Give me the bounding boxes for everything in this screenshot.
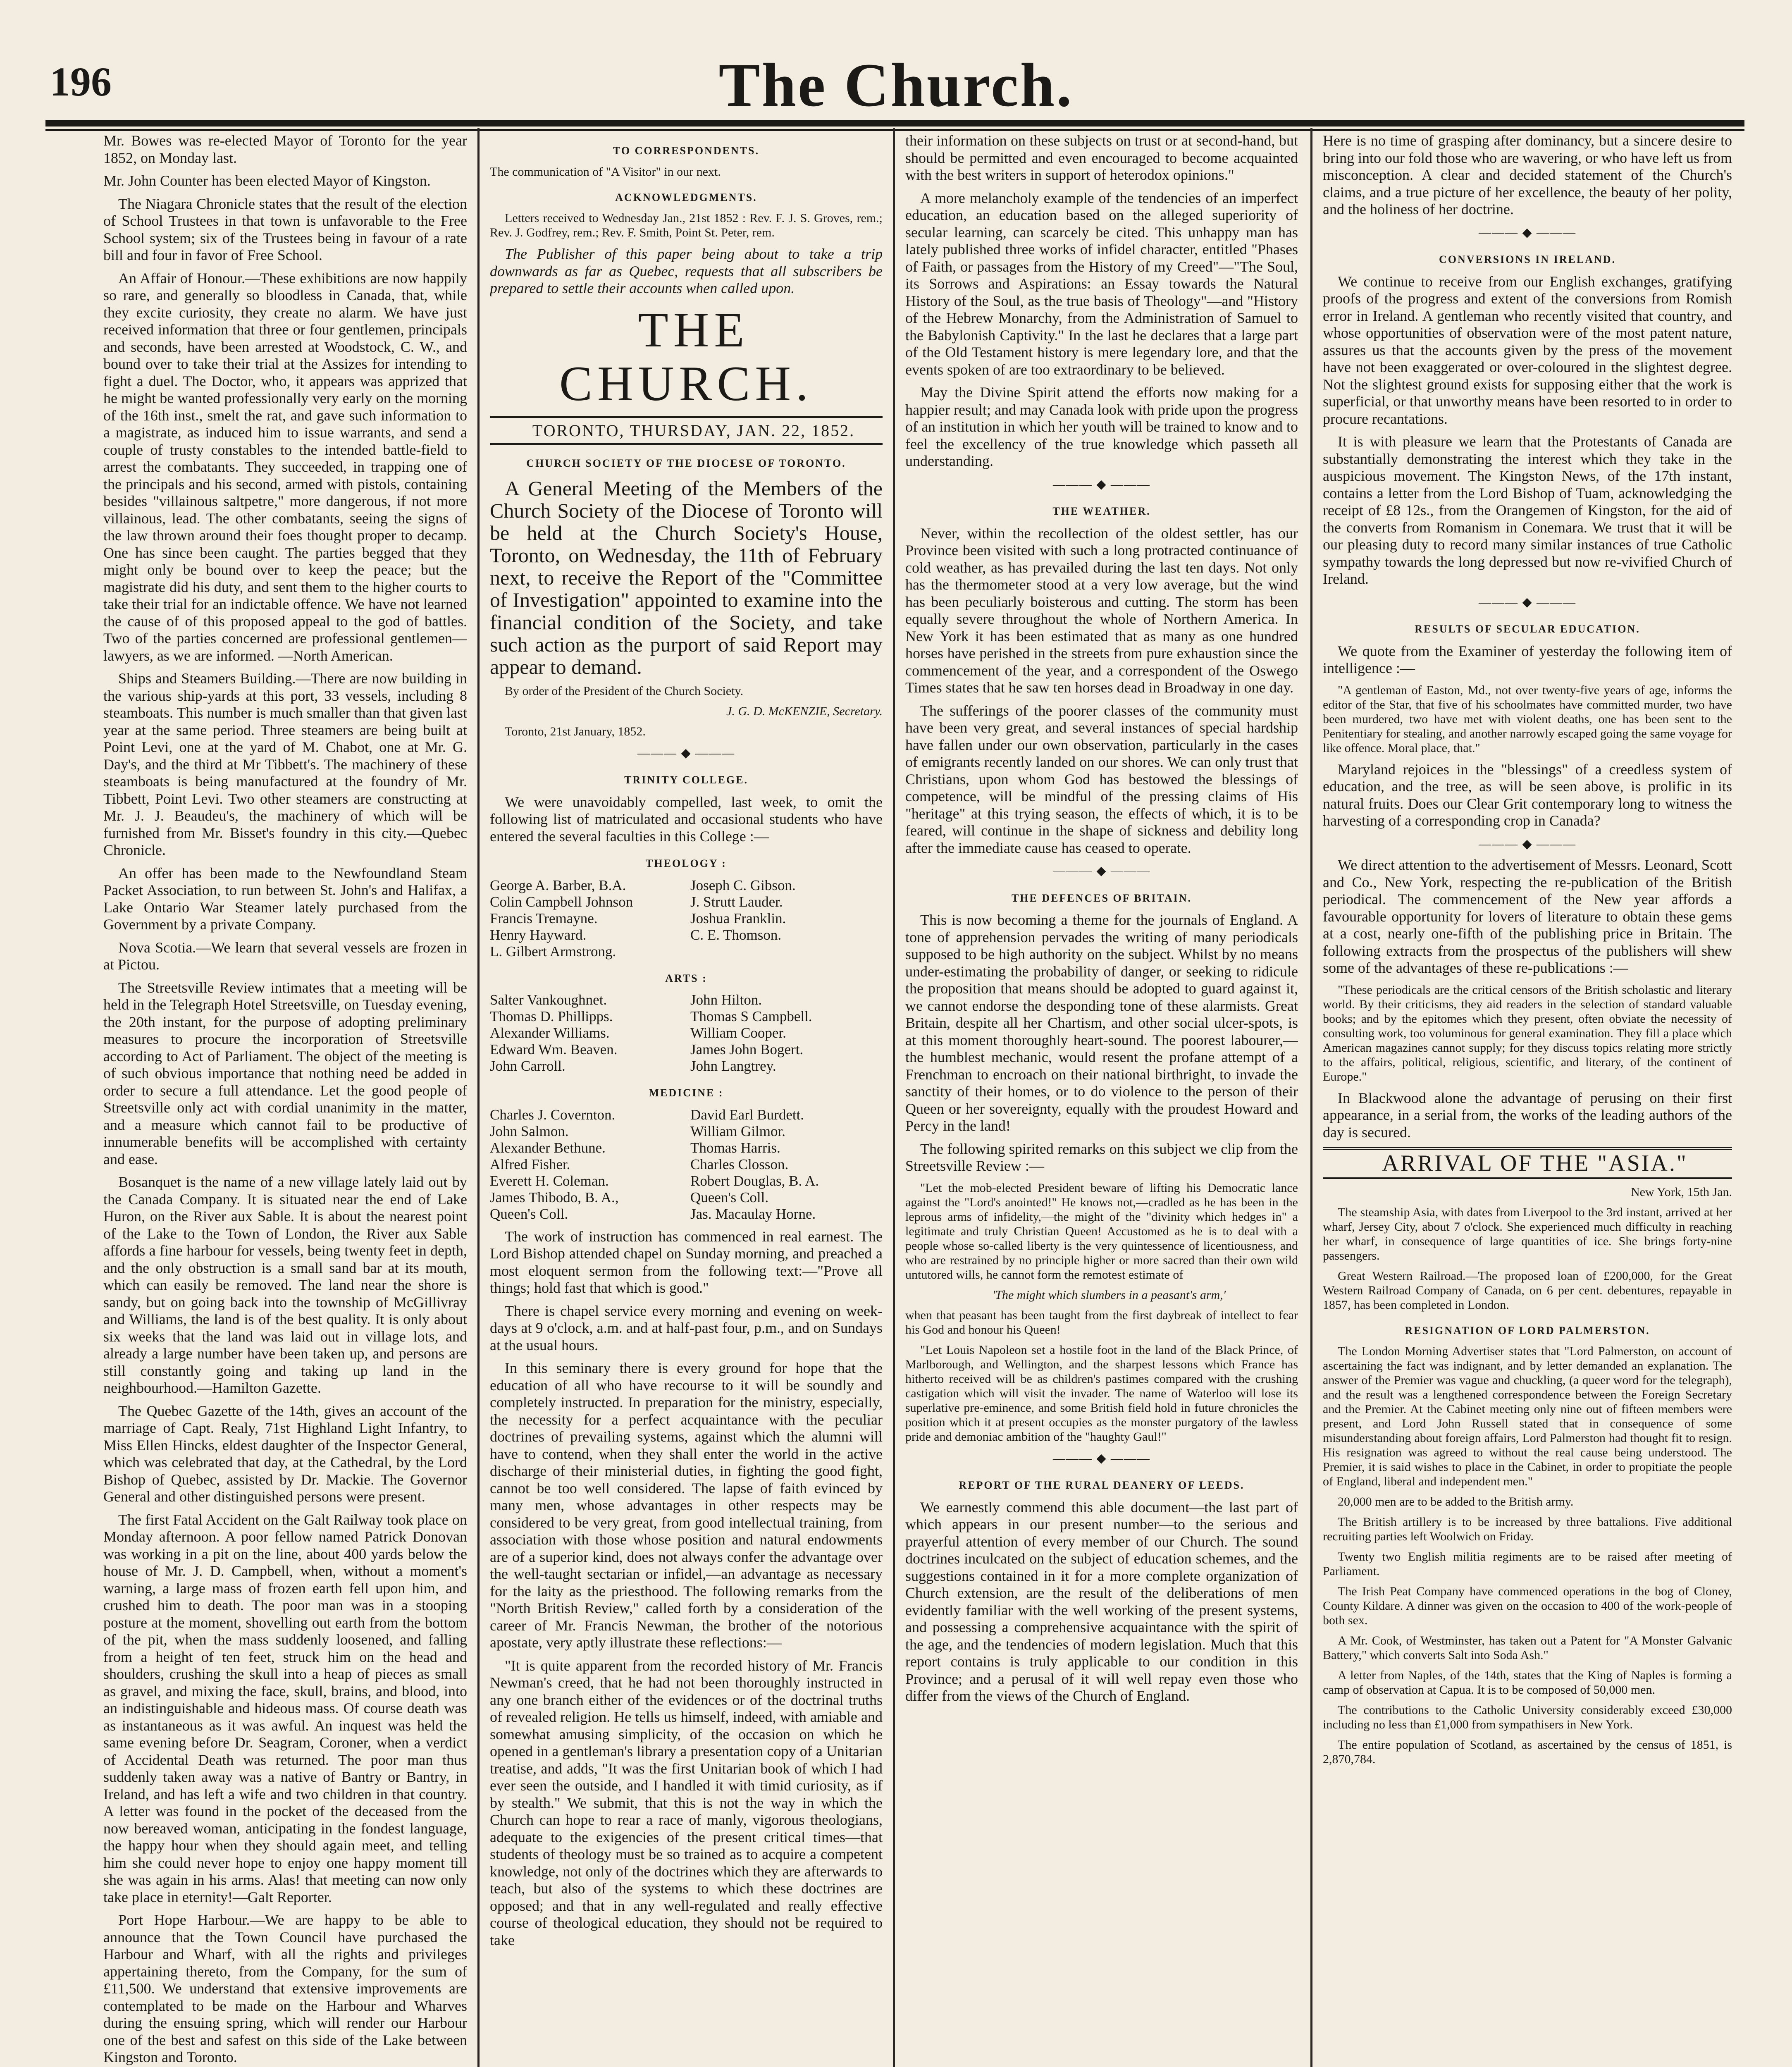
header-rule bbox=[45, 120, 1744, 127]
body-paragraph: This is now becoming a theme for the journals of England. A tone of apprehension pervades the writing of many periodicals supposed to be high authority on the subject. Whilst by no means under-estimating the probability of danger, or seeking to ridicule the proposition that means should be adopted to guard against it, we cannot endorse the desponding tone of these alarmists. Great Britain, despite all her Chartism, and other social ulcer-spots, is at this moment thoroughly heart-sound. The poorest labourer,—the humblest mechanic, would resent the profane attempt of a Frenchman to encroach on their national birthright, to invade the sanctity of their homes, or to do violence to the person of their Queen or her sovereignty, equally with the proudest Howard and Percy in the land! bbox=[905, 912, 1298, 1134]
ornament bbox=[490, 745, 883, 762]
news-item: Mr. Bowes was re-elected Mayor of Toronto for the year 1852, on Monday last. bbox=[103, 132, 467, 166]
faculty-heading: MEDICINE : bbox=[649, 1087, 724, 1099]
asia-heading: ARRIVAL OF THE "ASIA." bbox=[1323, 1147, 1732, 1179]
student-name: Charles J. Covernton. bbox=[490, 1106, 616, 1123]
body-paragraph: The following spirited remarks on this subject we clip from the Streetsville Review :— bbox=[905, 1140, 1298, 1174]
quoted-paragraph: "These periodicals are the critical censors of the British scholastic and literary world. By their criticisms, they aid readers in the selection of standard valuable books; and by the epitomes which they present, often obviate the necessity of consulting work, too voluminous for general examination. They fill a place which American magazines cannot supply; for they discuss topics relating more strictly to the affairs, political, religious, scientific, and literary, of the continent of Europe." bbox=[1323, 983, 1732, 1084]
news-item: A letter from Naples, of the 14th, states that the King of Naples is forming a camp of observation at Capua. It is to be composed of 50,000 men. bbox=[1323, 1668, 1732, 1697]
body-paragraph: their information on these subjects on trust or at second-hand, but should be permitted and even encouraged to become acquainted with the best writers in support of heterodox opinions." bbox=[905, 132, 1298, 183]
correspondents-text: The communication of "A Visitor" in our next. bbox=[490, 165, 721, 179]
dateline: TORONTO, THURSDAY, JAN. 22, 1852. bbox=[490, 416, 883, 445]
medicine-list bbox=[490, 1107, 883, 1222]
news-item: The first Fatal Accident on the Galt Railway took place on Monday afternoon. A poor fellow named Patrick Donovan was working in a pit on the line, about 400 yards below the house of Mr. J. D. Campbell, when, without a moment's warning, a large mass of frozen earth fell upon him, and crushed him to death. The poor man was in a stooping posture at the moment, shovelling out earth from the bottom of the pit, when the mass suddenly loosened, and falling from a height of ten feet, struck him on the head and shoulders, crushing the skull into a heap of pieces as small as gravel, and mixing the face, skull, brains, and blood, into an indistinguishable and hideous mass. Of course death was as instantaneous as it was awful. An inquest was held the same evening before Dr. Seagram, Coroner, when a verdict of Accidental Death was returned. The poor man thus suddenly taken away was a native of Bantry or Bantry, in Ireland, and has left a wife and two children in that country. A letter was found in the pocket of the deceased from the now bereaved woman, anticipating in the fondest language, the happy hour when they should again meet, and telling him she could never hope to enjoy one happy moment till she was again in his arms. Alas! that meeting can now only take place in eternity!—Galt Reporter. bbox=[103, 1511, 467, 1905]
quoted-paragraph: "Let Louis Napoleon set a hostile foot in the land of the Black Prince, of Marlborough, and Wellington, and the sharpest lessons which France has hitherto received will be as children's pastimes compared with the crushing castigation which will visit the invader. The name of Waterloo will lose its superlative pre-eminence, and some British field hold in future chronicles the position which it at present occupies as the monster purgatory of the lawless pride and demoniac ambition of the "haughty Gaul!" bbox=[905, 1343, 1298, 1444]
body-paragraph: We earnestly commend this able document—the last part of which appears in our present number—to the serious and prayerful attention of every member of our Church. The sound doctrines inculcated on the subject of education schemes, and the suggestions contained in it for a more complete organization of Church extension, are the result of the deliberations of men evidently familiar with the well working of the present systems, and possessing a comprehensive acquaintance with the spirit of the age, and the tendencies of modern legislation. Much that this report contains is truly applicable to our condition in this Province; and a perusal of it will well repay even those who differ from the views of the Church of England. bbox=[905, 1499, 1298, 1704]
student-name: Robert Douglas, B. A. bbox=[690, 1172, 819, 1189]
student-name: Charles Closson. bbox=[690, 1156, 789, 1172]
news-item: An Affair of Honour.—These exhibitions are now happily so rare, and generally so bloodless in Canada, that, while they excite curiosity, they create no alarm. We have just received information that three or four gentlemen, principals and seconds, have been arrested at Woodstock, C. W., and bound over to take their trial at the Assizes for intending to fight a duel. The Doctor, who, it appears was apprized that he might be wanted professionally very early on the morning of the 16th inst., smelt the rat, and gave such information to a magistrate, as induced him to issue warrants, and send a couple of trusty constables to the intended battle-field to arrest the combatants. They succeeded, in trapping one of the principals and his second, armed with pistols, containing besides "villainous saltpetre," more dangerous, if not more villainous, lead. The other combatants, seeing the signs of the law thrown around their foes thought proper to decamp. One has since been caught. The parties begged that they might only be bound over to keep the peace; but the magistrate did his duty, and sent them to the higher courts to take their trial for an indictable offence. We have not learned the cause of of this proposed appeal to the god of battles. Two of the parties concerned are professional gentlemen—lawyers, as we are informed. —North American. bbox=[103, 270, 467, 664]
publisher-notice: The Publisher of this paper being about to take a trip downwards as far as Quebec, requests that all subscribers be prepared to settle their accounts when called upon. bbox=[490, 246, 883, 296]
section-heading: ACKNOWLEDGMENTS. bbox=[615, 191, 757, 203]
student-name: C. E. Thomson. bbox=[690, 926, 782, 943]
news-item: The Niagara Chronicle states that the result of the election of School Trustees in that town is unfavorable to the Free School system; six of the Trustees being in favour of a rate bill and four in favor of Free School. bbox=[103, 195, 467, 263]
page-number: 196 bbox=[50, 59, 112, 105]
section-heading: RESULTS OF SECULAR EDUCATION. bbox=[1415, 623, 1640, 635]
section-heading: THE DEFENCES OF BRITAIN. bbox=[1011, 892, 1192, 904]
masthead: The Church. bbox=[718, 51, 1074, 119]
news-item: A Mr. Cook, of Westminster, has taken out a Patent for "A Monster Galvanic Battery," which converts Salt into Soda Ash." bbox=[1323, 1634, 1732, 1662]
student-name: J. Strutt Lauder. bbox=[690, 893, 783, 910]
subsection-heading: RESIGNATION OF LORD PALMERSTON. bbox=[1405, 1324, 1650, 1337]
news-item: Mr. John Counter has been elected Mayor of Kingston. bbox=[103, 172, 431, 189]
column-divider bbox=[893, 128, 895, 2067]
society-signature: J. G. D. McKENZIE, Secretary. bbox=[726, 704, 883, 718]
asia-dateline: New York, 15th Jan. bbox=[1630, 1185, 1732, 1199]
student-name: George A. Barber, B.A. bbox=[490, 877, 626, 893]
student-name: L. Gilbert Armstrong. bbox=[490, 943, 616, 960]
student-name: Salter Vankoughnet. bbox=[490, 992, 607, 1008]
faculty-heading: THEOLOGY : bbox=[646, 857, 727, 869]
body-paragraph: Never, within the recollection of the oldest settler, has our Province been visited with such a long protracted continuance of cold weather, as has prevailed during the last ten days. Not only has the thermometer stood at a very low average, but the wind has been peculiarly boisterous and cutting. The storm has been equally severe throughout the whole of Northern America. In New York it has been estimated that as many as one hundred horses have perished in the streets from pure exhaustion since the commencement of the year, and a correspondent of the Oswego Times states that he saw ten horses dead in Broadway in one day. bbox=[905, 525, 1298, 696]
body-paragraph: There is chapel service every morning and evening on week-days at 9 o'clock, a.m. and at half-past four, p.m., and on Sundays at the usual hours. bbox=[490, 1302, 883, 1353]
student-name: John Hilton. bbox=[690, 992, 762, 1008]
student-name: Thomas Harris. bbox=[690, 1139, 780, 1156]
body-paragraph: We continue to receive from our English exchanges, gratifying proofs of the progress and extent of the conversions from Romish error in Ireland. A gentleman who recently visited that country, and whose opportunities of observation were of the most patent nature, assures us that the accounts given by the press of the movement have not been exaggerated or over-coloured in the slightest degree. Not the slightest ground exists for supposing either that the work is superficial, or that unworthy means have been resorted to in order to procure recantations. bbox=[1323, 273, 1732, 427]
body-paragraph: We direct attention to the advertisement of Messrs. Leonard, Scott and Co., New York, respecting the re-publication of the British periodical. The commencement of the New year affords a favourable opportunity for lovers of literature to obtain these gems at a cost, nearly one-fifth of the publishing price in Britain. The following extracts from the prospectus of the publishers will shew some of the advantages of these re-publications :— bbox=[1323, 857, 1732, 976]
student-name: Queen's Coll. bbox=[490, 1205, 568, 1222]
student-name: Henry Hayward. bbox=[490, 926, 587, 943]
section-heading: TRINITY COLLEGE. bbox=[624, 774, 748, 786]
body-paragraph: In this seminary there is every ground for hope that the education of all who have recourse to it will be soundly and completely instructed. In preparation for the ministry, especially, the necessity for a perfect acquaintance with the peculiar doctrines of prevailing systems, against which the alumni will have to contend, when they shall enter the world in the active discharge of their ministerial duties, in fighting the good fight, cannot be too well considered. The lapse of faith evinced by many men, whose advantages in other respects may be considered to be very great, from good intellectual training, from association with those whose position and natural endowments are of a superior kind, does not always confer the advantage over the well-taught sectarian or infidel,—an advantage as necessary for the laity as the priesthood. The following remarks from the "North British Review," called forth by a consideration of the career of Mr. Francis Newman, the brother of the notorious apostate, very aptly illustrate these reflections:— bbox=[490, 1360, 883, 1651]
arts-list bbox=[490, 992, 883, 1074]
student-name: John Salmon. bbox=[490, 1123, 569, 1139]
student-name: John Langtrey. bbox=[690, 1058, 776, 1074]
body-paragraph: The work of instruction has commenced in real earnest. The Lord Bishop attended chapel on Sunday morning, and preached a most eloquent sermon from the following text:—"Prove all things; hold fast that which is good." bbox=[490, 1228, 883, 1296]
society-date: Toronto, 21st January, 1852. bbox=[505, 724, 646, 738]
body-paragraph: In Blackwood alone the advantage of perusing on their first appearance, in a serial from, the works of the leading authors of the day is secured. bbox=[1323, 1089, 1732, 1141]
news-item: The Irish Peat Company have commenced operations in the bog of Cloney, County Kildare. A dinner was given on the occasion to 400 of the work-people of both sex. bbox=[1323, 1585, 1732, 1627]
student-name: Thomas S Campbell. bbox=[690, 1008, 812, 1024]
body-paragraph: May the Divine Spirit attend the efforts now making for a happier result; and may Canada look with pride upon the progress of an institution in which her youth will be trained to know and to feel the excellency of the true knowledge which passeth all understanding. bbox=[905, 384, 1298, 469]
student-name: Jas. Macaulay Horne. bbox=[690, 1205, 816, 1222]
news-item: The entire population of Scotland, as ascertained by the census of 1851, is 2,870,784. bbox=[1323, 1738, 1732, 1766]
ornament bbox=[905, 862, 1298, 880]
page-header bbox=[0, 0, 1792, 124]
news-item: Bosanquet is the name of a new village lately laid out by the Canada Company. It is situated near the end of Lake Huron, on the River aux Sable. It is about the nearest point of the Lake to the Town of London, the River aux Sable affords a fine harbour for vessels, being twenty feet in depth, and the only obstruction is a small sand bar at its mouth, which can easily be removed. The land near the shore is sandy, but on going back into the township of McGillivray and Williams, the land is of the best quality. It is only about six weeks that the land was laid out in village lots, and already a large number have been taken up, and persons are still constantly going and taking up land in the neighbourhood.—Hamilton Gazette. bbox=[103, 1174, 467, 1396]
student-name: Colin Campbell Johnson bbox=[490, 893, 633, 910]
body-paragraph: We quote from the Examiner of yesterday the following item of intelligence :— bbox=[1323, 642, 1732, 676]
quoted-paragraph: when that peasant has been taught from the first daybreak of intellect to fear his God and honour his Queen! bbox=[905, 1308, 1298, 1337]
quoted-verse: 'The might which slumbers in a peasant's arm,' bbox=[992, 1288, 1226, 1302]
student-name: Joshua Franklin. bbox=[690, 910, 786, 926]
student-name: Thomas D. Phillipps. bbox=[490, 1008, 613, 1024]
church-title: THE CHURCH. bbox=[559, 302, 814, 411]
body-paragraph: It is with pleasure we learn that the Protestants of Canada are substantially demonstrating the interest which they take in the auspicious movement. The Kingston News, of the 17th instant, contains a letter from the Lord Bishop of Tuam, acknowledging the receipt of £8 12s., from the Orangemen of Kingston, for the aid of the converts from Romanism in Conemara. We trust that it will be our pleasing duty to record many similar instances of true Catholic sympathy towards the long depressed but now re-vivified Church of Ireland. bbox=[1323, 433, 1732, 587]
news-item: The Streetsville Review intimates that a meeting will be held in the Telegraph Hotel Streetsville, on Tuesday evening, the 20th instant, for the purpose of adopting preliminary measures to procure the incorporation of Streetsville according to Act of Parliament. The object of the meeting is of such obvious importance that nothing need be added in order to secure a full attendance. Let the good people of Streetsville only act with cordial unanimity in the matter, and a measure which cannot fail to be productive of innumerable benefits will be accomplished with certainty and ease. bbox=[103, 979, 467, 1167]
section-heading: REPORT OF THE RURAL DEANERY OF LEEDS. bbox=[959, 1479, 1245, 1491]
student-name: William Gilmor. bbox=[690, 1123, 785, 1139]
column-2 bbox=[490, 132, 883, 2067]
column-1 bbox=[103, 132, 467, 2067]
student-name: Queen's Coll. bbox=[690, 1189, 769, 1205]
student-name: Alfred Fisher. bbox=[490, 1156, 570, 1172]
section-heading: CONVERSIONS IN IRELAND. bbox=[1439, 253, 1616, 265]
news-item: An offer has been made to the Newfoundland Steam Packet Association, to run between St. John's and Halifax, a Lake Ontario War Steamer lately purchased from the Government by a private Company. bbox=[103, 864, 467, 933]
quoted-paragraph: "A gentleman of Easton, Md., not over twenty-five years of age, informs the editor of the Star, that five of his schoolmates have committed murder, two have been murdered, two have met with violent deaths, one has been sent to the Penitentiary for stealing, and another narrowly escaped going the same voyage for like offence. Moral place, that." bbox=[1323, 683, 1732, 755]
body-paragraph: A more melancholy example of the tendencies of an imperfect education, an education based on the alleged superiority of secular learning, can scarcely be cited. This unhappy man has lately published three works of infidel character, entitled "Phases of Faith, or passages from the History of my Creed"—"The Soul, its Sorrows and Aspirations: an Essay towards the Natural History of the Soul, as the true basis of Theology"—and "History of the Hebrew Monarchy, from the Administration of Samuel to the Babylonish Captivity." In the last he declares that a large part of the Old Testament history is mere legendary lore, and that the events spoken of are too extraordinary to be believed. bbox=[905, 189, 1298, 378]
news-item: Port Hope Harbour.—We are happy to be able to announce that the Town Council have purchased the Harbour and Wharf, with all the rights and privileges appertaining thereto, from the Company, for the sum of £11,500. We understand that extensive improvements are contemplated to be made on the Harbour and Wharves during the ensuing spring, which will render our Harbour one of the best and safest on this side of the Lake between Kingston and Toronto. bbox=[103, 1912, 467, 2065]
news-item: 20,000 men are to be added to the British army. bbox=[1338, 1495, 1574, 1508]
theology-list bbox=[490, 877, 883, 960]
ornament bbox=[905, 476, 1298, 493]
column-4 bbox=[1323, 132, 1732, 2067]
news-item: Nova Scotia.—We learn that several vessels are frozen in at Pictou. bbox=[103, 939, 467, 973]
society-order: By order of the President of the Church Society. bbox=[505, 684, 744, 698]
news-item: The steamship Asia, with dates from Liverpool to the 3rd instant, arrived at her wharf, Jersey City, about 7 o'clock. She experienced much difficulty in reaching her wharf, in consequence of large quantities of ice. She brings forty-nine passengers. bbox=[1323, 1205, 1732, 1263]
student-name: James Thibodo, B. A., bbox=[490, 1189, 619, 1205]
news-item: Ships and Steamers Building.—There are now building in the various ship-yards at this port, 33 vessels, including 8 steamboats. This number is much smaller than that given last year at the same period. Three steamers are being built at Point Levi, one at the yard of M. Chabot, one at Mr. G. Day's, and the third at Mr Tibbett's. The machinery of these steamboats is being manufactured at the foundry of Mr. Tibbett, Point Levi. Two other steamers are constructing at Mr. J. J. Beaudeu's, the machinery of which will be furnished from Mr. Bisset's foundry in this city.—Quebec Chronicle. bbox=[103, 670, 467, 858]
student-name: Alexander Williams. bbox=[490, 1025, 610, 1041]
section-heading: CHURCH SOCIETY OF THE DIOCESE OF TORONTO. bbox=[526, 457, 846, 469]
society-notice: A General Meeting of the Members of the Church Society of the Diocese of Toronto will be held at the Church Society's House, Toronto, on Wednesday, the 11th of February next, to receive the Report of the "Committee of Investigation" appointed to examine into the financial condition of the Society, and take such action as the purport of said Report may appear to demand. bbox=[490, 476, 883, 678]
ornament bbox=[1323, 594, 1732, 611]
ornament bbox=[905, 1450, 1298, 1467]
body-paragraph: Maryland rejoices in the "blessings" of a creedless system of education, and the tree, as will be seen above, is prolific in its natural fruits. Does our Clear Grit contemporary long to witness the harvesting of a corresponding crop in Canada? bbox=[1323, 761, 1732, 829]
student-name: William Cooper. bbox=[690, 1025, 786, 1041]
student-name: David Earl Burdett. bbox=[690, 1106, 804, 1123]
student-name: James John Bogert. bbox=[690, 1041, 804, 1057]
column-3 bbox=[905, 132, 1298, 2067]
student-name: Everett H. Coleman. bbox=[490, 1172, 609, 1189]
student-name: Joseph C. Gibson. bbox=[690, 877, 796, 893]
student-name: Francis Tremayne. bbox=[490, 910, 598, 926]
faculty-heading: ARTS : bbox=[665, 972, 707, 984]
news-item: The London Morning Advertiser states that "Lord Palmerston, on account of ascertaining the fact was indignant, and by letter demanded an explanation. The answer of the Premier was vague and chuckling, (a queer word for the telegraph), and the result was a lengthened correspondence between the Foreign Secretary and the Premier. At the Cabinet meeting only nine out of fifteen members were present, and Lord John Russell stated that in consequence of some misunderstanding about foreign affairs, Lord Palmerston had thought fit to resign. His resignation was agreed to without the real cause being understood. The Premier, it is said wishes to place in the Cabinet, in order to propitiate the people of England, liberal and independent men." bbox=[1323, 1344, 1732, 1488]
acknowledgments-text: Letters received to Wednesday Jan., 21st 1852 : Rev. F. J. S. Groves, rem.; Rev. J. Godfrey, rem.; Rev. F. Smith, Point St. Peter, rem. bbox=[490, 211, 883, 239]
ornament bbox=[1323, 835, 1732, 853]
section-heading: TO CORRESPONDENTS. bbox=[613, 145, 760, 157]
ornament bbox=[1323, 224, 1732, 241]
column-divider bbox=[1310, 128, 1312, 2067]
quoted-paragraph: "Let the mob-elected President beware of lifting his Democratic lance against the "Lord's anointed!" He knows not,—cradled as he has been in the leprous arms of infidelity,—the might of the "divinity which hedges in" a legitimate and truly Christian Queen! Accustomed as he is to deal with a people whose so-called liberty is the very quintessence of licentiousness, and who are restrained by no principle higher or more sacred than their own wild untutored wills, he cannot form the remotest estimate of bbox=[905, 1181, 1298, 1282]
news-item: The contributions to the Catholic University considerably exceed £30,000 including no less than £1,000 from sympathisers in New York. bbox=[1323, 1703, 1732, 1731]
news-item: The British artillery is to be increased by three battalions. Five additional recruiting parties left Woolwich on Friday. bbox=[1323, 1515, 1732, 1543]
body-paragraph: Here is no time of grasping after dominancy, but a sincere desire to bring into our fold those who are wavering, or who have left us from misconception. A clear and decided statement of the Church's claims, and a true picture of her excellence, the beauty of her polity, and the holiness of her doctrine. bbox=[1323, 132, 1732, 217]
student-name: John Carroll. bbox=[490, 1058, 566, 1074]
trinity-intro: We were unavoidably compelled, last week, to omit the following list of matriculated and occasional students who have entered the several faculties in this College :— bbox=[490, 793, 883, 845]
column-divider bbox=[477, 128, 480, 2067]
student-name: Alexander Bethune. bbox=[490, 1139, 606, 1156]
body-paragraph: The sufferings of the poorer classes of the community must have been very great, and several instances of special hardship have fallen under our own observation, particularly in the cases of emigrants recently landed on our shores. We can only trust that Christians, upon whom God has bestowed the blessings of competence, will be mindful of the pressing claims of His "heritage" at this trying season, the effects of which, it is to be feared, will continue in the shape of sickness and debility long after the immediate cause has ceased to operate. bbox=[905, 702, 1298, 856]
news-item: The Quebec Gazette of the 14th, gives an account of the marriage of Capt. Realy, 71st Highland Light Infantry, to Miss Ellen Hincks, eldest daughter of the Inspector General, which was celebrated that day, at the Cathedral, by the Lord Bishop of Quebec, assisted by Dr. Mackie. The Governor General and other distinguished persons were present. bbox=[103, 1402, 467, 1505]
section-heading: THE WEATHER. bbox=[1052, 505, 1151, 517]
header-rule-thin bbox=[45, 129, 1744, 131]
student-name: Edward Wm. Beaven. bbox=[490, 1041, 618, 1057]
news-item: Great Western Railroad.—The proposed loan of £200,000, for the Great Western Railroad Company of Canada, on 6 per cent. debentures, repayable in 1857, has been completed in London. bbox=[1323, 1269, 1732, 1312]
news-item: Twenty two English militia regiments are to be raised after meeting of Parliament. bbox=[1323, 1550, 1732, 1578]
body-paragraph: "It is quite apparent from the recorded history of Mr. Francis Newman's creed, that he had not been thoroughly instructed in any one branch either of the evidences or of the doctrinal truths of revealed religion. He tells us himself, indeed, with amiable and somewhat amusing simplicity, of the occasion on which he opened in a gentleman's library a presentation copy of a Unitarian treatise, and adds, "It was the first Unitarian book of which I had ever seen the outside, and I handled it with timid curiosity, as if by stealth." We submit, that this is not the way in which the Church can hope to rear a race of manly, vigorous theologians, adequate to the exigencies of the present critical times—that students of theology must be so trained as to acquire a competent knowledge, not only of the doctrines which they are afterwards to teach, but also of the systems to which these doctrines are opposed; and that in any well-regulated and really effective course of theological education, they should not be required to take bbox=[490, 1657, 883, 1948]
